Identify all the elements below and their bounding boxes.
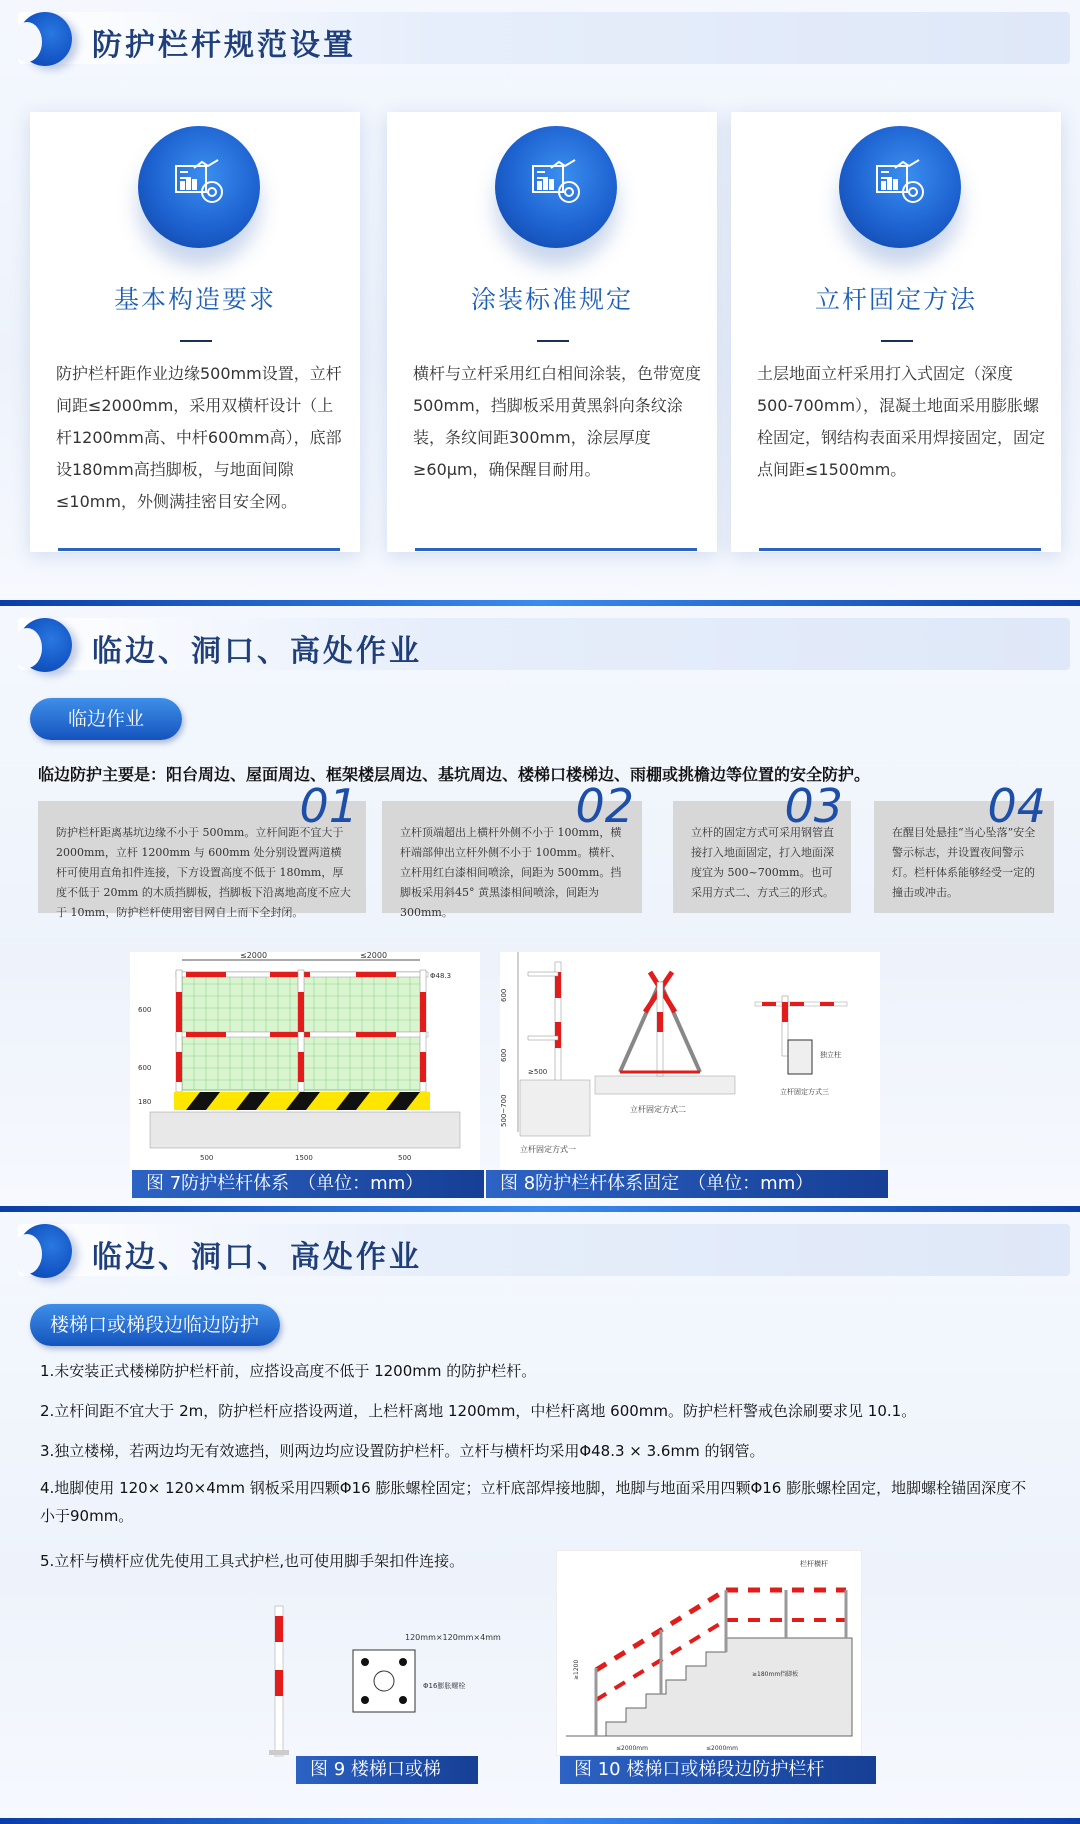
box-text: 立杆的固定方式可采用钢管直接打入地面固定，打入地面深度宜为 500~700mm。也可采用方式二、方式三的形式。: [691, 826, 834, 899]
info-box-02: [382, 779, 642, 919]
post: [269, 1606, 289, 1756]
title-ball-icon: [18, 1224, 72, 1278]
height-label: ≥1200: [573, 1659, 580, 1680]
dim-bottom-1: 500: [200, 1154, 214, 1162]
box-number: 03: [784, 779, 843, 833]
gap-label: ≥180mm挡脚板: [752, 1671, 799, 1678]
dim-bottom-2: 1500: [295, 1154, 313, 1162]
toe-board: [174, 1092, 430, 1110]
plate-label: 120mm×120mm×4mm: [405, 1633, 501, 1642]
page-title: 临边、洞口、高处作业: [92, 634, 422, 669]
figure-10-stair-railing: [556, 1550, 862, 1756]
list-item-4: 4.地脚使用 120× 120×4mm 钢板采用四颗Φ16 膨胀螺栓固定；立杆底部焊接地脚，地脚与地面采用四颗Φ16 膨胀螺栓固定，地脚螺栓锚固深度不小于90mm。: [40, 1479, 1027, 1525]
bolt-label: Φ16膨胀螺栓: [423, 1682, 466, 1690]
rail-label: 栏杆横杆: [800, 1560, 828, 1568]
page-title: 防护栏杆规范设置: [92, 28, 356, 63]
divider: [537, 340, 569, 342]
card-coating-standard: [387, 112, 717, 552]
info-box-01: [38, 779, 366, 919]
chart-analytics-icon: [495, 126, 617, 248]
dim-d: ≥500: [528, 1068, 548, 1076]
card-title: 涂装标准规定: [470, 285, 633, 314]
dim-a: 600: [500, 988, 508, 1002]
title-ball-icon: [18, 12, 72, 66]
post-label: 独立柱: [820, 1051, 841, 1059]
divider: [881, 340, 913, 342]
slide-separator: [0, 1818, 1080, 1824]
card-text: 土层地面立杆采用打入式固定（深度500-700mm），混凝土地面采用膨胀螺栓固定，钢结构表面采用焊接固定，固定点间距≤1500mm。: [757, 364, 1046, 479]
box-number: 04: [987, 779, 1046, 833]
section-pill: 楼梯口或梯段边临边防护: [30, 1304, 280, 1346]
card-underline: [759, 548, 1041, 551]
dim-bottom-3: 500: [398, 1154, 412, 1162]
figure-10-caption: 图 10 楼梯口或梯段边防护栏杆: [560, 1756, 876, 1784]
card-underline: [415, 548, 697, 551]
page-title: 临边、洞口、高处作业: [92, 1240, 422, 1275]
slide-stair-protection: [0, 1212, 1080, 1824]
list-item-1: 1.未安装正式楼梯防护栏杆前，应搭设高度不低于 1200mm 的防护栏杆。: [40, 1362, 537, 1380]
list-item-3: 3.独立楼梯，若两边均无有效遮挡，则两边均应设置防护栏杆。立杆与横杆均采用Φ48.3 × 3.6mm 的钢管。: [40, 1442, 765, 1460]
card-basic-structure: [30, 112, 360, 552]
label-method-2: 立杆固定方式二: [630, 1105, 686, 1114]
list-item-5: 5.立杆与横杆应优先使用工具式护栏,也可使用脚手架扣件连接。: [40, 1552, 465, 1570]
figure-7-railing-system: [130, 952, 480, 1172]
box-text: 防护栏杆距离基坑边缘不小于 500mm。立杆间距不宜大于 2000mm，立杆 1200mm 与 600mm 处分别设置两道横杆可使用直角扣件连接，下方设置高度不低于 180mm，厚度不低于 20mm 的木质挡脚板，挡脚板下沿离地高度不应大于 10mm，防护栏杆使用密目网自上而下全封闭。: [56, 826, 351, 919]
slide-edge-protection: [0, 606, 1080, 1206]
figure-9-caption: 图 9 楼梯口或梯: [296, 1756, 478, 1784]
label-method-3: 立杆固定方式三: [780, 1088, 829, 1096]
card-underline: [58, 548, 340, 551]
width-label-1: ≤2000mm: [616, 1745, 648, 1752]
figure-8-fixing-methods: [500, 952, 880, 1172]
dim-top-1: ≤2000: [240, 952, 268, 960]
card-post-fixing: [731, 112, 1061, 552]
info-box-04: [874, 779, 1054, 913]
box-text: 在醒目处悬挂“当心坠落”安全警示标志，并设置夜间警示灯。栏杆体系能够经受一定的撞击或冲击。: [892, 826, 1036, 899]
section-pill: 临边作业: [30, 698, 182, 740]
chart-analytics-icon: [839, 126, 961, 248]
slide-railing-spec: [0, 0, 1080, 600]
info-box-03: [673, 779, 851, 913]
intro-text: 临边防护主要是：阳台周边、屋面周边、框架楼层周边、基坑周边、楼梯口楼梯边、雨棚或挑檐边等位置的安全防护。: [38, 765, 871, 784]
list-item-2: 2.立杆间距不宜大于 2m，防护栏杆应搭设两道，上栏杆离地 1200mm，中栏杆离地 600mm。防护栏杆警戒色涂刷要求见 10.1。: [40, 1402, 917, 1420]
width-label-2: ≤2000mm: [706, 1745, 738, 1752]
box-text: 立杆顶端超出上横杆外侧不小于 100mm，横杆端部伸出立杆外侧不小于 100mm。横杆、立杆用红白漆相间喷涂，间距为 500mm。挡脚板采用斜45° 黄黑漆相间喷涂，间距为 300mm。: [400, 826, 622, 919]
chart-analytics-icon: [138, 126, 260, 248]
dim-left-3: 180: [138, 1098, 152, 1106]
card-title: 基本构造要求: [113, 285, 276, 314]
label-method-1: 立杆固定方式一: [520, 1145, 576, 1154]
dim-left-1: 600: [138, 1006, 152, 1014]
box-number: 02: [575, 779, 634, 833]
dim-c: 500~700: [500, 1094, 508, 1127]
box-number: 01: [299, 779, 358, 833]
divider: [180, 340, 212, 342]
figure-9-post-and-plate: [255, 1600, 525, 1760]
dim-left-2: 600: [138, 1064, 152, 1072]
base-plate: [353, 1633, 501, 1712]
card-text: 横杆与立杆采用红白相间涂装，色带宽度500mm，挡脚板采用黄黑斜向条纹涂装，条纹间距300mm，涂层厚度≥60μm，确保醒目耐用。: [413, 364, 702, 479]
dim-top-2: ≤2000: [360, 952, 388, 960]
dim-b: 600: [500, 1048, 508, 1062]
card-title: 立杆固定方法: [814, 285, 977, 314]
card-text: 防护栏杆距作业边缘500mm设置，立杆间距≤2000mm，采用双横杆设计（上杆1200mm高、中杆600mm高），底部设180mm高挡脚板，与地面间隙≤10mm，外侧满挂密目安全网。: [56, 364, 342, 511]
pipe-label: Φ48.3: [430, 972, 452, 980]
figure-8-caption: 图 8防护栏杆体系固定 （单位：mm）: [486, 1170, 888, 1198]
title-ball-icon: [18, 618, 72, 672]
figure-7-caption: 图 7防护栏杆体系 （单位：mm）: [132, 1170, 484, 1198]
